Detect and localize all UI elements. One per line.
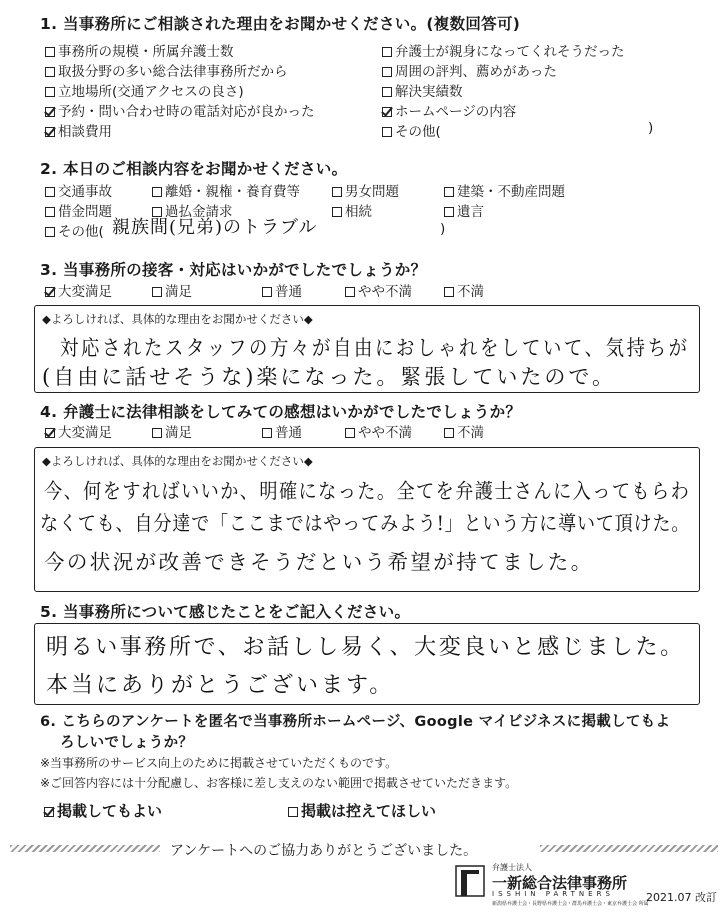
option-label: 相続	[345, 204, 372, 220]
option-label: ホームページの内容	[395, 104, 517, 120]
q4-comment-hint: ◆よろしければ、具体的な理由をお聞かせください◆	[42, 454, 313, 468]
checkbox[interactable]	[382, 87, 392, 97]
checkbox[interactable]	[45, 67, 55, 77]
checkbox[interactable]	[444, 287, 454, 297]
checkbox[interactable]	[345, 287, 355, 297]
checkbox[interactable]	[382, 127, 392, 137]
q2-option-row2-0[interactable]	[45, 200, 112, 220]
option-label: やや不満	[358, 284, 412, 300]
option-label: 大変満足	[58, 425, 112, 441]
option-label: 交通事故	[58, 184, 112, 200]
option-label: 事務所の規模・所属弁護士数	[58, 44, 234, 60]
q4-rating-3[interactable]	[345, 421, 412, 441]
q3-answer-line-1: 対応されたスタッフの方々が自由におしゃれをしていて、気持ちが	[60, 336, 690, 360]
footer-divider-right	[540, 845, 718, 852]
checkbox[interactable]	[332, 187, 342, 197]
q3-comment-hint: ◆よろしければ、具体的な理由をお聞かせください◆	[42, 312, 313, 326]
q5-answer-line-2: 本当にありがとうございます。	[46, 673, 395, 698]
option-label: 解決実績数	[395, 84, 463, 100]
q6-yes-label: 掲載してもよい	[57, 802, 163, 820]
option-label: 満足	[165, 425, 192, 441]
option-label: 大変満足	[58, 284, 112, 300]
checkbox[interactable]	[262, 287, 272, 297]
q2-option-row2-3[interactable]	[444, 200, 484, 220]
checkbox[interactable]	[45, 47, 55, 57]
q6-title-line-2: ろしいでしょうか？	[60, 735, 194, 751]
checkbox[interactable]	[45, 428, 55, 438]
option-label: 離婚・親権・養育費等	[165, 184, 300, 200]
option-label: 過払金請求	[165, 204, 233, 220]
q3-rating-0[interactable]	[45, 280, 112, 300]
q6-note-2: ※ご回答内容には十分配慮し、お客様に差し支えのない範囲で掲載させていただきます。	[40, 776, 518, 790]
q3-rating-4[interactable]	[444, 280, 484, 300]
option-label: 不満	[457, 425, 484, 441]
checkbox[interactable]	[152, 287, 162, 297]
q2-title: 2. 本日のご相談内容をお聞かせください。	[40, 160, 348, 178]
q4-title: 4. 弁護士に法律相談をしてみての感想はいかがでしたでしょうか？	[40, 403, 522, 421]
q4-answer-line-2: なくても、自分達で「ここまではやってみよう!」という方に導いて頂けた。	[40, 511, 691, 535]
q6-no-label: 掲載は控えてほしい	[301, 802, 437, 820]
option-label: 予約・問い合わせ時の電話対応が良かった	[58, 104, 315, 120]
checkbox[interactable]	[332, 207, 342, 217]
checkbox[interactable]	[45, 287, 55, 297]
q2-other-answer: 親族間(兄弟)のトラブル	[112, 217, 318, 238]
q2-option-row2-2[interactable]	[332, 200, 372, 220]
q3-rating-3[interactable]	[345, 280, 412, 300]
option-label: その他(	[395, 124, 441, 140]
footer-divider-left	[10, 845, 160, 852]
q1-option-right-0[interactable]	[382, 40, 625, 60]
option-label: 満足	[165, 284, 192, 300]
firm-logo-english: ISSHIN PARTNERS	[492, 890, 614, 898]
option-label: やや不満	[358, 425, 412, 441]
q1-option-right-4[interactable]	[382, 120, 441, 140]
option-label: 不満	[457, 284, 484, 300]
q1-option-left-0[interactable]	[45, 40, 234, 60]
checkbox[interactable]	[44, 807, 54, 817]
q1-option-left-2[interactable]	[45, 80, 244, 100]
q3-rating-2[interactable]	[262, 280, 302, 300]
checkbox[interactable]	[288, 807, 298, 817]
q4-rating-1[interactable]	[152, 421, 192, 441]
q6-note-1: ※当事務所のサービス向上のために掲載させていただくものです。	[40, 756, 398, 770]
option-label: 相談費用	[58, 124, 112, 140]
q1-other-close-paren: )	[648, 120, 654, 136]
q2-option-row1-0[interactable]	[45, 180, 112, 200]
checkbox[interactable]	[444, 187, 454, 197]
q1-option-right-2[interactable]	[382, 80, 463, 100]
checkbox[interactable]	[45, 87, 55, 97]
q2-option-row1-2[interactable]	[332, 180, 399, 200]
checkbox[interactable]	[382, 107, 392, 117]
footer-thanks: アンケートへのご協力ありがとうございました。	[170, 843, 478, 859]
option-label: 建築・不動産問題	[457, 184, 565, 200]
option-label: 周囲の評判、薦めがあった	[395, 64, 557, 80]
checkbox[interactable]	[45, 227, 55, 237]
q6-option-yes[interactable]	[44, 800, 162, 821]
q1-option-right-1[interactable]	[382, 60, 557, 80]
checkbox[interactable]	[262, 428, 272, 438]
checkbox[interactable]	[45, 127, 55, 137]
firm-logo-mark	[455, 862, 485, 900]
q2-other-close-paren: )	[440, 221, 446, 237]
q2-option-other[interactable]	[45, 220, 104, 240]
checkbox[interactable]	[45, 207, 55, 217]
checkbox[interactable]	[444, 428, 454, 438]
option-label: 弁護士が親身になってくれそうだった	[395, 44, 625, 60]
q1-option-left-1[interactable]	[45, 60, 288, 80]
q3-title: 3. 当事務所の接客・対応はいかがでしたでしょうか？	[40, 261, 427, 279]
q2-option-row1-1[interactable]	[152, 180, 300, 200]
firm-logo-fine-print: 新潟県弁護士会・長野県弁護士会・群馬弁護士会・東京弁護士会 所属	[492, 901, 649, 907]
q1-option-left-4[interactable]	[45, 120, 112, 140]
checkbox[interactable]	[152, 187, 162, 197]
checkbox[interactable]	[345, 428, 355, 438]
firm-logo-type: 弁護士法人	[492, 863, 532, 872]
checkbox[interactable]	[45, 187, 55, 197]
option-label: 男女問題	[345, 184, 399, 200]
q4-rating-4[interactable]	[444, 421, 484, 441]
q3-answer-line-2: (自由に話せそうな)楽になった。緊張していたので。	[42, 365, 616, 389]
q5-answer-line-1: 明るい事務所で、お話しし易く、大変良いと感じました。	[46, 635, 685, 660]
option-label: 遺言	[457, 204, 484, 220]
checkbox[interactable]	[152, 428, 162, 438]
q4-rating-0[interactable]	[45, 421, 112, 441]
q1-title: 1. 当事務所にご相談された理由をお聞かせください。(複数回答可)	[40, 15, 521, 33]
q4-answer-line-1: 今、何をすればいいか、明確になった。全てを弁護士さんに入ってもらわ	[44, 479, 691, 503]
option-label: 普通	[275, 284, 302, 300]
option-label: 借金問題	[58, 204, 112, 220]
form-version: 2021.07 改訂	[646, 891, 717, 904]
q6-option-no[interactable]	[288, 800, 436, 821]
q3-rating-1[interactable]	[152, 280, 192, 300]
q4-answer-line-3: 今の状況が改善できそうだという希望が持てました。	[44, 550, 594, 574]
checkbox[interactable]	[444, 207, 454, 217]
q6-title-line-1: 6. こちらのアンケートを匿名で当事務所ホームページ、Google マイビジネスに掲載してもよ	[40, 714, 671, 730]
option-label: 取扱分野の多い総合法律事務所だから	[58, 64, 288, 80]
q5-title: 5. 当事務所について感じたことをご記入ください。	[40, 603, 411, 621]
q2-other-label: その他(	[58, 224, 104, 240]
q1-option-right-3[interactable]	[382, 100, 516, 120]
option-label: 立地場所(交通アクセスの良さ)	[58, 84, 244, 100]
option-label: 普通	[275, 425, 302, 441]
checkbox[interactable]	[382, 67, 392, 77]
q4-rating-2[interactable]	[262, 421, 302, 441]
firm-logo-name: 一新総合法律事務所	[492, 874, 628, 892]
checkbox[interactable]	[382, 47, 392, 57]
q2-option-row1-3[interactable]	[444, 180, 565, 200]
checkbox[interactable]	[45, 107, 55, 117]
q1-option-left-3[interactable]	[45, 100, 315, 120]
